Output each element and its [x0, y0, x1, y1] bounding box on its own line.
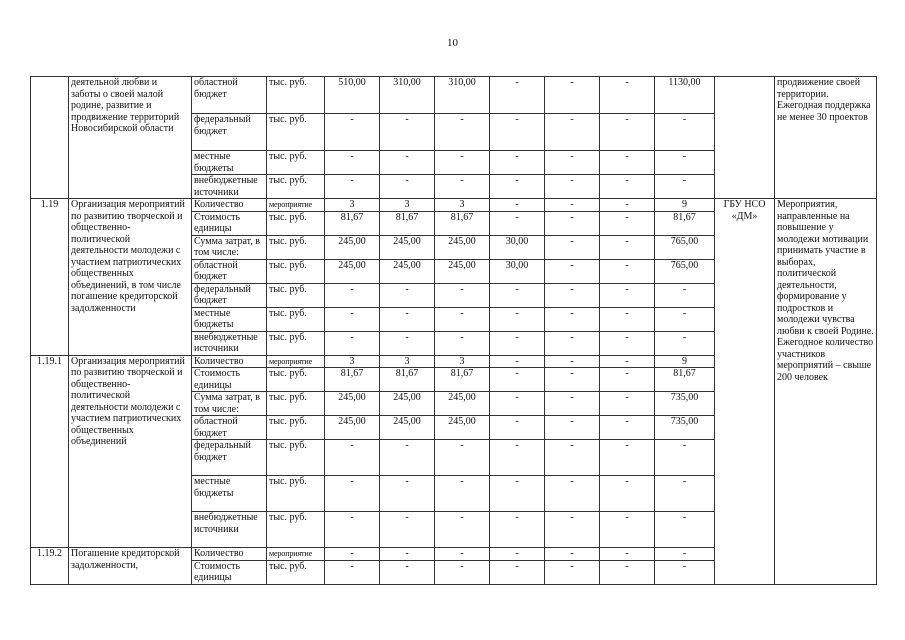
value-cell: -	[435, 283, 490, 307]
unit-cell: мероприятие	[267, 355, 325, 368]
indicator-label-cell: внебюджетные источники	[192, 331, 267, 355]
unit-cell: мероприятие	[267, 548, 325, 561]
value-cell: -	[325, 512, 380, 548]
value-cell: 735,00	[655, 392, 715, 416]
value-cell: 245,00	[435, 259, 490, 283]
value-cell: -	[600, 560, 655, 584]
value-cell: -	[325, 560, 380, 584]
value-cell: -	[655, 548, 715, 561]
value-cell: -	[545, 476, 600, 512]
indicator-label-cell: Количество	[192, 199, 267, 212]
value-cell: -	[655, 307, 715, 331]
unit-cell: тыс. руб.	[267, 368, 325, 392]
value-cell: 245,00	[380, 392, 435, 416]
value-cell: 3	[435, 199, 490, 212]
value-cell: 3	[325, 199, 380, 212]
indicator-label-cell: федеральный бюджет	[192, 114, 267, 151]
value-cell: -	[325, 548, 380, 561]
value-cell: -	[600, 392, 655, 416]
value-cell: -	[545, 512, 600, 548]
value-cell: 81,67	[435, 368, 490, 392]
value-cell: -	[600, 151, 655, 175]
unit-cell: тыс. руб.	[267, 175, 325, 199]
value-cell: -	[600, 235, 655, 259]
unit-cell: тыс. руб.	[267, 283, 325, 307]
value-cell: 245,00	[325, 235, 380, 259]
value-cell: -	[435, 331, 490, 355]
executor-cell	[715, 77, 775, 199]
value-cell: -	[435, 560, 490, 584]
value-cell: -	[380, 175, 435, 199]
value-cell: -	[600, 175, 655, 199]
value-cell: 245,00	[380, 235, 435, 259]
value-cell: 81,67	[655, 211, 715, 235]
value-cell: 3	[380, 199, 435, 212]
value-cell: -	[435, 476, 490, 512]
value-cell: -	[545, 368, 600, 392]
unit-cell: тыс. руб.	[267, 476, 325, 512]
value-cell: -	[435, 151, 490, 175]
item-description-cell: деятельной любви и заботы о своей малой родине, развитие и продвижение территорий Новосибирской области	[69, 77, 192, 199]
value-cell: -	[435, 175, 490, 199]
value-cell: -	[545, 416, 600, 440]
value-cell: -	[600, 331, 655, 355]
value-cell: -	[600, 355, 655, 368]
value-cell: -	[490, 368, 545, 392]
value-cell: -	[490, 199, 545, 212]
value-cell: -	[325, 307, 380, 331]
value-cell: 245,00	[435, 416, 490, 440]
value-cell: 310,00	[380, 77, 435, 114]
item-description-cell: Погашение кредиторской задолженности,	[69, 548, 192, 585]
value-cell: -	[490, 307, 545, 331]
value-cell: -	[490, 560, 545, 584]
unit-cell: тыс. руб.	[267, 151, 325, 175]
unit-cell: тыс. руб.	[267, 560, 325, 584]
value-cell: -	[380, 114, 435, 151]
value-cell: -	[655, 512, 715, 548]
value-cell: -	[490, 283, 545, 307]
indicator-label-cell: местные бюджеты	[192, 476, 267, 512]
value-cell: 30,00	[490, 235, 545, 259]
value-cell: -	[380, 548, 435, 561]
value-cell: -	[545, 199, 600, 212]
value-cell: -	[490, 175, 545, 199]
item-description-cell: Организация мероприятий по развитию творческой и общественно-политической деятельности молодежи с участием патриотических общественных объединений	[69, 355, 192, 548]
value-cell: -	[325, 283, 380, 307]
value-cell: 245,00	[380, 259, 435, 283]
indicator-label-cell: Количество	[192, 548, 267, 561]
unit-cell: тыс. руб.	[267, 307, 325, 331]
value-cell: -	[435, 440, 490, 476]
value-cell: 510,00	[325, 77, 380, 114]
value-cell: 81,67	[380, 211, 435, 235]
value-cell: -	[490, 114, 545, 151]
value-cell: -	[545, 77, 600, 114]
value-cell: 81,67	[325, 211, 380, 235]
value-cell: 3	[435, 355, 490, 368]
value-cell: -	[435, 548, 490, 561]
value-cell: -	[380, 331, 435, 355]
unit-cell: тыс. руб.	[267, 331, 325, 355]
value-cell: -	[380, 512, 435, 548]
indicator-label-cell: областной бюджет	[192, 416, 267, 440]
value-cell: -	[655, 175, 715, 199]
indicator-label-cell: Стоимость единицы	[192, 368, 267, 392]
value-cell: -	[655, 476, 715, 512]
value-cell: -	[435, 512, 490, 548]
value-cell: -	[655, 151, 715, 175]
value-cell: -	[380, 560, 435, 584]
value-cell: -	[435, 114, 490, 151]
value-cell: -	[600, 440, 655, 476]
indicator-label-cell: местные бюджеты	[192, 307, 267, 331]
table-row	[31, 77, 877, 114]
value-cell: -	[490, 548, 545, 561]
value-cell: -	[600, 114, 655, 151]
value-cell: -	[490, 77, 545, 114]
unit-cell: тыс. руб.	[267, 77, 325, 114]
value-cell: -	[600, 416, 655, 440]
value-cell: -	[545, 331, 600, 355]
indicator-label-cell: федеральный бюджет	[192, 440, 267, 476]
indicator-label-cell: внебюджетные источники	[192, 175, 267, 199]
value-cell: -	[545, 259, 600, 283]
value-cell: -	[545, 151, 600, 175]
value-cell: 30,00	[490, 259, 545, 283]
value-cell: 765,00	[655, 259, 715, 283]
value-cell: -	[545, 235, 600, 259]
value-cell: -	[545, 440, 600, 476]
indicator-label-cell: Стоимость единицы	[192, 560, 267, 584]
value-cell: -	[600, 512, 655, 548]
value-cell: -	[545, 307, 600, 331]
value-cell: -	[490, 440, 545, 476]
value-cell: -	[325, 331, 380, 355]
item-number-cell: 1.19.2	[31, 548, 69, 585]
value-cell: -	[325, 114, 380, 151]
value-cell: -	[545, 355, 600, 368]
value-cell: 245,00	[380, 416, 435, 440]
item-number-cell	[31, 77, 69, 199]
value-cell: -	[490, 355, 545, 368]
executor-cell: ГБУ НСО «ДМ»	[715, 199, 775, 585]
value-cell: 245,00	[435, 235, 490, 259]
indicator-label-cell: Количество	[192, 355, 267, 368]
program-table	[30, 76, 877, 585]
indicator-label-cell: Стоимость единицы	[192, 211, 267, 235]
value-cell: -	[380, 307, 435, 331]
item-number-cell: 1.19.1	[31, 355, 69, 548]
result-cell: Мероприятия, направленные на повышение у молодежи мотивации принимать участие в выборах, политической деятельности, формирование у подростков и молодежи чувства любви к своей Родине. Ежегодное количество участников мероприятий – свыше 200 человек	[775, 199, 877, 585]
value-cell: 245,00	[435, 392, 490, 416]
value-cell: -	[380, 476, 435, 512]
unit-cell: тыс. руб.	[267, 211, 325, 235]
value-cell: 81,67	[380, 368, 435, 392]
value-cell: -	[490, 416, 545, 440]
value-cell: -	[545, 548, 600, 561]
value-cell: -	[600, 548, 655, 561]
value-cell: 1130,00	[655, 77, 715, 114]
value-cell: -	[435, 307, 490, 331]
item-description-cell: Организация мероприятий по развитию творческой и общественно-политической деятельности молодежи с участием патриотических общественных объединений, в том числе погашение кредиторской задолженности	[69, 199, 192, 356]
value-cell: 310,00	[435, 77, 490, 114]
result-cell: продвижение своей территории. Ежегодная поддержка не менее 30 проектов	[775, 77, 877, 199]
value-cell: 3	[325, 355, 380, 368]
unit-cell: тыс. руб.	[267, 259, 325, 283]
value-cell: -	[325, 175, 380, 199]
value-cell: 245,00	[325, 392, 380, 416]
unit-cell: тыс. руб.	[267, 114, 325, 151]
value-cell: -	[600, 476, 655, 512]
indicator-label-cell: областной бюджет	[192, 259, 267, 283]
value-cell: 3	[380, 355, 435, 368]
value-cell: -	[490, 476, 545, 512]
value-cell: 81,67	[435, 211, 490, 235]
value-cell: -	[600, 77, 655, 114]
value-cell: -	[600, 211, 655, 235]
indicator-label-cell: местные бюджеты	[192, 151, 267, 175]
value-cell: -	[545, 175, 600, 199]
value-cell: 245,00	[325, 416, 380, 440]
indicator-label-cell: федеральный бюджет	[192, 283, 267, 307]
value-cell: -	[545, 560, 600, 584]
value-cell: -	[490, 512, 545, 548]
value-cell: 765,00	[655, 235, 715, 259]
value-cell: -	[545, 211, 600, 235]
value-cell: -	[600, 199, 655, 212]
value-cell: -	[600, 283, 655, 307]
value-cell: -	[490, 151, 545, 175]
indicator-label-cell: Сумма затрат, в том числе:	[192, 392, 267, 416]
value-cell: -	[490, 392, 545, 416]
value-cell: -	[655, 114, 715, 151]
unit-cell: тыс. руб.	[267, 416, 325, 440]
value-cell: -	[655, 440, 715, 476]
value-cell: -	[655, 331, 715, 355]
value-cell: -	[655, 560, 715, 584]
value-cell: -	[380, 151, 435, 175]
value-cell: -	[600, 368, 655, 392]
page-number: 10	[447, 37, 458, 49]
value-cell: -	[380, 440, 435, 476]
value-cell: -	[380, 283, 435, 307]
unit-cell: мероприятие	[267, 199, 325, 212]
value-cell: 245,00	[325, 259, 380, 283]
value-cell: -	[325, 476, 380, 512]
value-cell: -	[545, 114, 600, 151]
value-cell: -	[490, 211, 545, 235]
value-cell: 735,00	[655, 416, 715, 440]
value-cell: -	[325, 151, 380, 175]
value-cell: -	[545, 392, 600, 416]
value-cell: -	[545, 283, 600, 307]
unit-cell: тыс. руб.	[267, 440, 325, 476]
value-cell: -	[600, 259, 655, 283]
value-cell: 81,67	[655, 368, 715, 392]
value-cell: -	[325, 440, 380, 476]
item-number-cell: 1.19	[31, 199, 69, 356]
indicator-label-cell: областной бюджет	[192, 77, 267, 114]
value-cell: -	[600, 307, 655, 331]
unit-cell: тыс. руб.	[267, 235, 325, 259]
indicator-label-cell: Сумма затрат, в том числе:	[192, 235, 267, 259]
value-cell: 9	[655, 199, 715, 212]
indicator-label-cell: внебюджетные источники	[192, 512, 267, 548]
unit-cell: тыс. руб.	[267, 512, 325, 548]
value-cell: 9	[655, 355, 715, 368]
unit-cell: тыс. руб.	[267, 392, 325, 416]
value-cell: 81,67	[325, 368, 380, 392]
value-cell: -	[490, 331, 545, 355]
value-cell: -	[655, 283, 715, 307]
table-row	[31, 199, 877, 212]
